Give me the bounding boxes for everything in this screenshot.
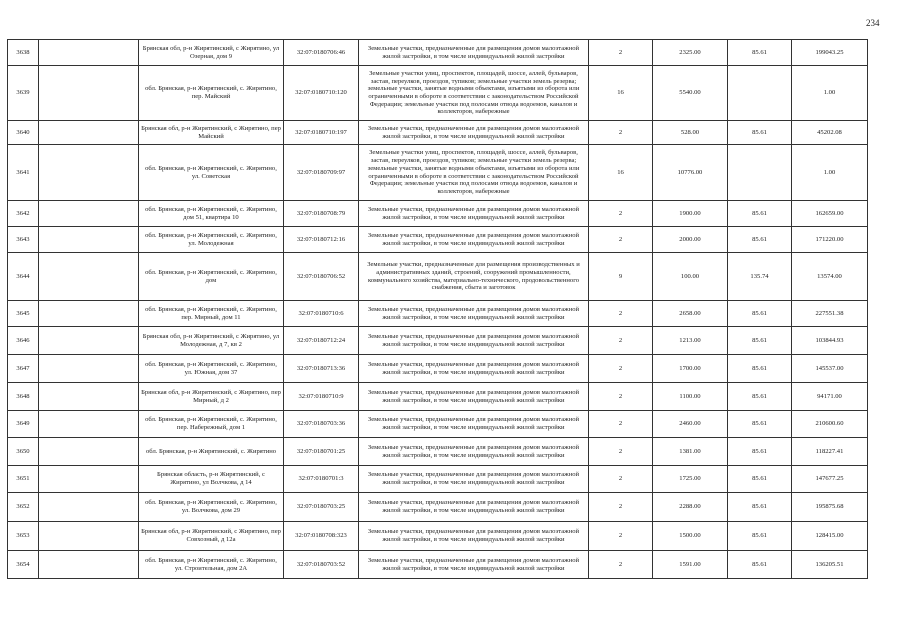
area-cell: 2288.00 (653, 493, 728, 522)
land-use-cell: Земельные участки, предназначенные для размещения домов малоэтажной жилой застройки, в том числе индивидуальной жилой застройки (359, 227, 589, 253)
zone-cell: 2 (589, 327, 653, 355)
row-number: 3652 (8, 493, 39, 522)
blank-cell (39, 253, 139, 301)
cadastral-number-cell: 32:07:0180706:52 (284, 253, 359, 301)
rate-cell: 85.61 (728, 466, 792, 493)
row-number: 3653 (8, 522, 39, 551)
area-cell: 1591.00 (653, 551, 728, 579)
cadastral-number-cell: 32:07:0180712:16 (284, 227, 359, 253)
area-cell: 1500.00 (653, 522, 728, 551)
area-cell: 5540.00 (653, 66, 728, 121)
cadastral-number-cell: 32:07:0180712:24 (284, 327, 359, 355)
cadastral-value-cell: 136205.51 (792, 551, 868, 579)
zone-cell: 2 (589, 40, 653, 66)
land-use-cell: Земельные участки, предназначенные для размещения домов малоэтажной жилой застройки, в том числе индивидуальной жилой застройки (359, 493, 589, 522)
table-row (8, 301, 868, 327)
land-use-cell: Земельные участки, предназначенные для размещения домов малоэтажной жилой застройки, в том числе индивидуальной жилой застройки (359, 355, 589, 383)
blank-cell (39, 522, 139, 551)
cadastral-value-cell: 227551.38 (792, 301, 868, 327)
cadastral-number-cell: 32:07:0180701:25 (284, 438, 359, 466)
area-cell: 1700.00 (653, 355, 728, 383)
table-row (8, 551, 868, 579)
cadastral-value-cell: 45202.08 (792, 121, 868, 145)
land-use-cell: Земельные участки, предназначенные для размещения домов малоэтажной жилой застройки, в том числе индивидуальной жилой застройки (359, 466, 589, 493)
address-cell: Брянская обл, р-н Жирятинский, с Жирятино, ул Молодежная, д 7, кв 2 (139, 327, 284, 355)
blank-cell (39, 227, 139, 253)
table-row (8, 66, 868, 121)
page-number: 234 (866, 18, 880, 28)
cadastral-number-cell: 32:07:0180701:3 (284, 466, 359, 493)
cadastral-value-cell: 1.00 (792, 66, 868, 121)
land-use-cell: Земельные участки, предназначенные для размещения домов малоэтажной жилой застройки, в том числе индивидуальной жилой застройки (359, 201, 589, 227)
address-cell: обл. Брянская, р-н Жирятинский, с. Жирятино, ул. Южная, дом 37 (139, 355, 284, 383)
zone-cell: 9 (589, 253, 653, 301)
rate-cell: 85.61 (728, 227, 792, 253)
rate-cell (728, 66, 792, 121)
row-number: 3649 (8, 411, 39, 438)
zone-cell: 2 (589, 522, 653, 551)
blank-cell (39, 301, 139, 327)
cadastral-number-cell: 32:07:0180703:52 (284, 551, 359, 579)
address-cell: обл. Брянская, р-н Жирятинский, с. Жирятино, дом 51, квартира 10 (139, 201, 284, 227)
row-number: 3650 (8, 438, 39, 466)
cadastral-number-cell: 32:07:0180706:46 (284, 40, 359, 66)
rate-cell: 135.74 (728, 253, 792, 301)
blank-cell (39, 466, 139, 493)
blank-cell (39, 66, 139, 121)
table-row (8, 201, 868, 227)
cadastral-value-cell: 128415.00 (792, 522, 868, 551)
blank-cell (39, 201, 139, 227)
blank-cell (39, 411, 139, 438)
cadastral-number-cell: 32:07:0180710:120 (284, 66, 359, 121)
cadastral-number-cell: 32:07:0180708:323 (284, 522, 359, 551)
zone-cell: 16 (589, 66, 653, 121)
blank-cell (39, 145, 139, 201)
rate-cell: 85.61 (728, 551, 792, 579)
land-use-cell: Земельные участки, предназначенные для размещения домов малоэтажной жилой застройки, в том числе индивидуальной жилой застройки (359, 301, 589, 327)
address-cell: обл. Брянская, р-н Жирятинский, с. Жирятино (139, 438, 284, 466)
land-use-cell: Земельные участки, предназначенные для размещения производственных и административных зданий, строений, сооружений промышленности, коммунального хозяйства, материально-технического, продовольственного снабжения, сбыта и заготовок (359, 253, 589, 301)
table-row (8, 327, 868, 355)
cadastral-number-cell: 32:07:0180703:25 (284, 493, 359, 522)
table-row (8, 383, 868, 411)
area-cell: 1381.00 (653, 438, 728, 466)
table-row (8, 411, 868, 438)
zone-cell: 2 (589, 411, 653, 438)
table-row (8, 253, 868, 301)
row-number: 3647 (8, 355, 39, 383)
cadastral-value-cell: 199043.25 (792, 40, 868, 66)
land-use-cell: Земельные участки, предназначенные для размещения домов малоэтажной жилой застройки, в том числе индивидуальной жилой застройки (359, 121, 589, 145)
area-cell: 2460.00 (653, 411, 728, 438)
rate-cell: 85.61 (728, 301, 792, 327)
table-body (8, 40, 868, 579)
zone-cell: 2 (589, 227, 653, 253)
zone-cell: 2 (589, 466, 653, 493)
table-row (8, 145, 868, 201)
cadastral-value-cell: 1.00 (792, 145, 868, 201)
address-cell: Брянская обл, р-н Жирятинский, с Жирятино, пер Совхозный, д 12а (139, 522, 284, 551)
blank-cell (39, 493, 139, 522)
land-use-cell: Земельные участки, предназначенные для размещения домов малоэтажной жилой застройки, в том числе индивидуальной жилой застройки (359, 40, 589, 66)
address-cell: обл. Брянская, р-н Жирятинский, с. Жирятино, ул. Волчкова, дом 29 (139, 493, 284, 522)
table-row (8, 227, 868, 253)
blank-cell (39, 327, 139, 355)
cadastral-number-cell: 32:07:0180708:79 (284, 201, 359, 227)
rate-cell: 85.61 (728, 355, 792, 383)
address-cell: обл. Брянская, р-н Жирятинский, с. Жирятино, пер. Набережный, дом 1 (139, 411, 284, 438)
cadastral-number-cell: 32:07:0180710:6 (284, 301, 359, 327)
row-number: 3644 (8, 253, 39, 301)
cadastral-value-cell: 147677.25 (792, 466, 868, 493)
land-use-cell: Земельные участки, предназначенные для размещения домов малоэтажной жилой застройки, в том числе индивидуальной жилой застройки (359, 522, 589, 551)
land-use-cell: Земельные участки улиц, проспектов, площадей, шоссе, аллей, бульваров, застав, переулков, проездов, тупиков; земельные участки земель резерва; земельные участки, занятые водными объектами, изъятыми из оборота или ограниченными в обороте в соответствии с законодательством Российской Федерации; земельные участки под полосами отвода водоемов, каналов и коллекторов, набережные (359, 145, 589, 201)
area-cell: 1213.00 (653, 327, 728, 355)
table-row (8, 466, 868, 493)
table-row (8, 121, 868, 145)
blank-cell (39, 121, 139, 145)
cadastral-number-cell: 32:07:0180710:9 (284, 383, 359, 411)
row-number: 3648 (8, 383, 39, 411)
rate-cell: 85.61 (728, 327, 792, 355)
land-use-cell: Земельные участки улиц, проспектов, площадей, шоссе, аллей, бульваров, застав, переулков, проездов, тупиков; земельные участки земель резерва; земельные участки, занятые водными объектами, изъятыми из оборота или ограниченными в обороте в соответствии с законодательством Российской Федерации; земельные участки под полосами отвода водоемов, каналов и коллекторов, набережные (359, 66, 589, 121)
zone-cell: 2 (589, 201, 653, 227)
zone-cell: 2 (589, 301, 653, 327)
row-number: 3646 (8, 327, 39, 355)
address-cell: обл. Брянская, р-н Жирятинский, с. Жирятино, дом (139, 253, 284, 301)
cadastral-number-cell: 32:07:0180703:36 (284, 411, 359, 438)
blank-cell (39, 383, 139, 411)
cadastral-value-cell: 162659.00 (792, 201, 868, 227)
cadastral-number-cell: 32:07:0180713:36 (284, 355, 359, 383)
zone-cell: 2 (589, 121, 653, 145)
land-use-cell: Земельные участки, предназначенные для размещения домов малоэтажной жилой застройки, в том числе индивидуальной жилой застройки (359, 383, 589, 411)
address-cell: Брянская область, р-н Жирятинский, с Жирятино, ул Волчкова, д 14 (139, 466, 284, 493)
cadastral-number-cell: 32:07:0180709:97 (284, 145, 359, 201)
area-cell: 2325.00 (653, 40, 728, 66)
cadastral-value-cell: 171220.00 (792, 227, 868, 253)
row-number: 3642 (8, 201, 39, 227)
area-cell: 528.00 (653, 121, 728, 145)
row-number: 3654 (8, 551, 39, 579)
area-cell: 2658.00 (653, 301, 728, 327)
rate-cell: 85.61 (728, 438, 792, 466)
cadastral-value-cell: 103844.93 (792, 327, 868, 355)
land-use-cell: Земельные участки, предназначенные для размещения домов малоэтажной жилой застройки, в том числе индивидуальной жилой застройки (359, 551, 589, 579)
rate-cell: 85.61 (728, 40, 792, 66)
table-row (8, 40, 868, 66)
address-cell: Брянская обл, р-н Жирятинский, с Жирятино, ул Озерная, дом 9 (139, 40, 284, 66)
address-cell: обл. Брянская, р-н Жирятинский, с. Жирятино, ул. Молодежная (139, 227, 284, 253)
area-cell: 10776.00 (653, 145, 728, 201)
rate-cell: 85.61 (728, 201, 792, 227)
blank-cell (39, 438, 139, 466)
blank-cell (39, 355, 139, 383)
cadastral-value-table (7, 39, 868, 579)
rate-cell: 85.61 (728, 522, 792, 551)
rate-cell: 85.61 (728, 121, 792, 145)
zone-cell: 2 (589, 355, 653, 383)
cadastral-value-cell: 118227.41 (792, 438, 868, 466)
blank-cell (39, 40, 139, 66)
land-use-cell: Земельные участки, предназначенные для размещения домов малоэтажной жилой застройки, в том числе индивидуальной жилой застройки (359, 438, 589, 466)
zone-cell: 16 (589, 145, 653, 201)
table-row (8, 493, 868, 522)
row-number: 3645 (8, 301, 39, 327)
rate-cell: 85.61 (728, 493, 792, 522)
zone-cell: 2 (589, 551, 653, 579)
row-number: 3639 (8, 66, 39, 121)
rate-cell (728, 145, 792, 201)
area-cell: 100.00 (653, 253, 728, 301)
address-cell: обл. Брянская, р-н Жирятинский, с. Жирятино, ул. Строительная, дом 2А (139, 551, 284, 579)
address-cell: обл. Брянская, р-н Жирятинский, с. Жирятино, пер. Майский (139, 66, 284, 121)
address-cell: обл. Брянская, р-н Жирятинский, с. Жирятино, ул. Советская (139, 145, 284, 201)
land-use-cell: Земельные участки, предназначенные для размещения домов малоэтажной жилой застройки, в том числе индивидуальной жилой застройки (359, 327, 589, 355)
row-number: 3641 (8, 145, 39, 201)
area-cell: 2000.00 (653, 227, 728, 253)
zone-cell: 2 (589, 438, 653, 466)
area-cell: 1900.00 (653, 201, 728, 227)
rate-cell: 85.61 (728, 411, 792, 438)
cadastral-value-cell: 195875.68 (792, 493, 868, 522)
zone-cell: 2 (589, 493, 653, 522)
row-number: 3651 (8, 466, 39, 493)
area-cell: 1725.00 (653, 466, 728, 493)
area-cell: 1100.00 (653, 383, 728, 411)
rate-cell: 85.61 (728, 383, 792, 411)
table-row (8, 438, 868, 466)
cadastral-value-cell: 145537.00 (792, 355, 868, 383)
address-cell: обл. Брянская, р-н Жирятинский, с. Жирятино, пер. Мирный, дом 11 (139, 301, 284, 327)
zone-cell: 2 (589, 383, 653, 411)
cadastral-value-cell: 94171.00 (792, 383, 868, 411)
row-number: 3638 (8, 40, 39, 66)
land-use-cell: Земельные участки, предназначенные для размещения домов малоэтажной жилой застройки, в том числе индивидуальной жилой застройки (359, 411, 589, 438)
address-cell: Брянская обл, р-н Жирятинский, с Жирятино, пер Майский (139, 121, 284, 145)
row-number: 3643 (8, 227, 39, 253)
address-cell: Брянская обл, р-н Жирятинский, с Жирятино, пер Мирный, д 2 (139, 383, 284, 411)
table-row (8, 522, 868, 551)
table-row (8, 355, 868, 383)
cadastral-value-cell: 210600.60 (792, 411, 868, 438)
cadastral-number-cell: 32:07:0180710:197 (284, 121, 359, 145)
blank-cell (39, 551, 139, 579)
cadastral-value-cell: 13574.00 (792, 253, 868, 301)
row-number: 3640 (8, 121, 39, 145)
